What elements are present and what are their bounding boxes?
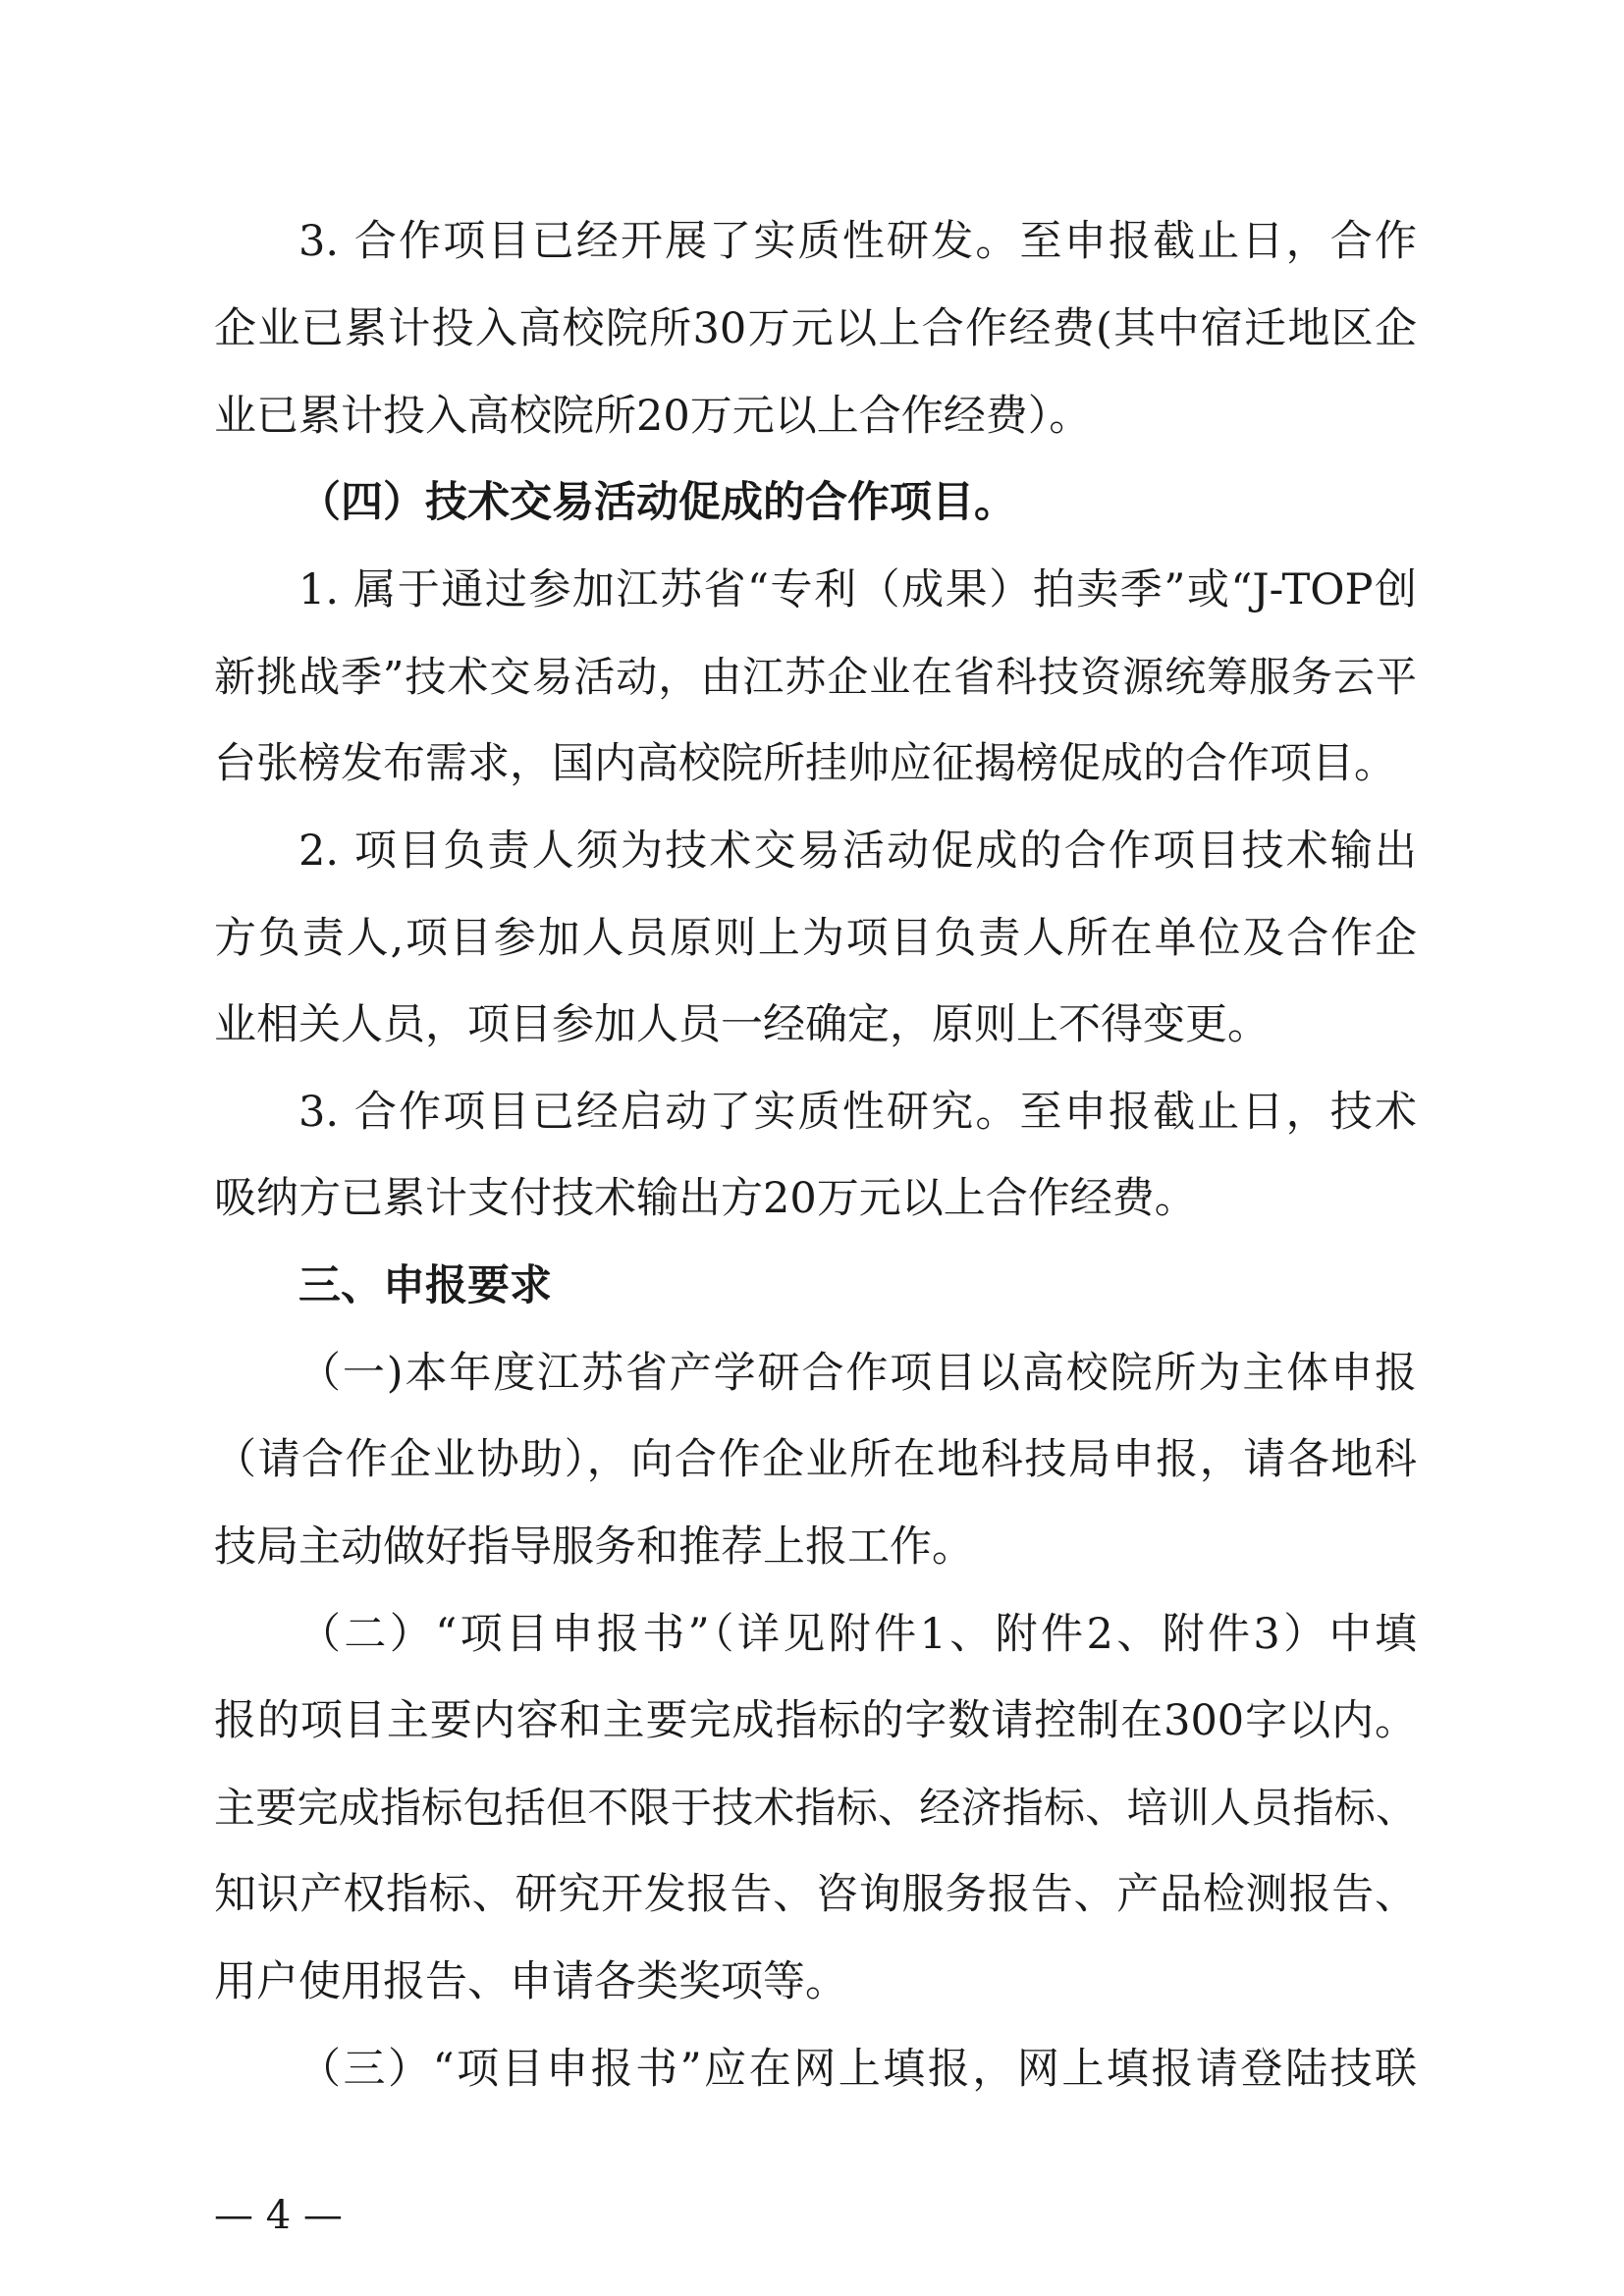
paragraph-line: （请合作企业协助），向合作企业所在地科技局申报，请各地科 [214,1435,1417,1484]
paragraph-line: 2. 项目负责人须为技术交易活动促成的合作项目技术输出 [298,827,1417,876]
paragraph-line: 报的项目主要内容和主要完成指标的字数请控制在300字以内。 [214,1696,1417,1745]
paragraph-line: （二）“项目申报书”（详见附件1、附件2、附件3）中填 [298,1610,1417,1659]
paragraph-line: 3. 合作项目已经启动了实质性研究。至申报截止日，技术 [298,1088,1417,1137]
page-number: — 4 — [214,2193,343,2238]
paragraph-line: 用户使用报告、申请各类奖项等。 [214,1957,847,2006]
paragraph-line: 业相关人员，项目参加人员一经确定，原则上不得变更。 [214,1000,1270,1049]
paragraph-line: （一)本年度江苏省产学研合作项目以高校院所为主体申报 [298,1349,1417,1398]
paragraph-line: 主要完成指标包括但不限于技术指标、经济指标、培训人员指标、 [214,1784,1417,1832]
paragraph-line: 业已累计投入高校院所20万元以上合作经费）。 [214,392,1092,441]
paragraph-line: 新挑战季”技术交易活动，由江苏企业在省科技资源统筹服务云平 [214,653,1417,701]
paragraph-line: 吸纳方已累计支付技术输出方20万元以上合作经费。 [214,1174,1197,1223]
section-heading: 三、申报要求 [298,1261,552,1310]
paragraph-line: 3. 合作项目已经开展了实质性研发。至申报截止日，合作 [298,217,1417,266]
paragraph-line: 方负责人,项目参加人员原则上为项目负责人所在单位及合作企 [214,914,1417,963]
paragraph-line: 企业已累计投入高校院所30万元以上合作经费(其中宿迁地区企 [214,304,1417,353]
paragraph-line: 知识产权指标、研究开发报告、咨询服务报告、产品检测报告、 [214,1870,1417,1919]
paragraph-line: 台张榜发布需求，国内高校院所挂帅应征揭榜促成的合作项目。 [214,739,1396,788]
paragraph-line: 1. 属于通过参加江苏省“专利（成果）拍卖季”或“J-TOP创 [298,565,1417,614]
paragraph-line: 技局主动做好指导服务和推荐上报工作。 [214,1522,974,1572]
paragraph-line: （三）“项目申报书”应在网上填报，网上填报请登陆技联 [298,2045,1417,2094]
section-subheading: （四）技术交易活动促成的合作项目。 [298,478,1016,527]
